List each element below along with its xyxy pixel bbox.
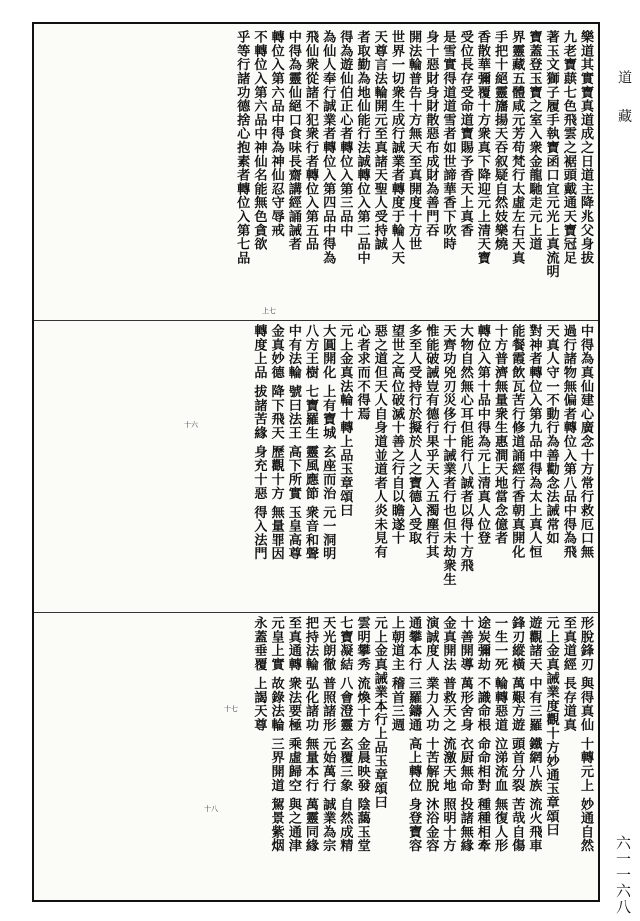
text-column: 八方王樹 七寶羅生 靈風應節 衆音和聲 (303, 324, 318, 561)
text-column: 元皇上實 故錄法輪 三界開道 駕景紫烟 (268, 616, 284, 853)
text-column: 金真開法 普救天之 流激天地 照明十方 (440, 616, 456, 853)
text-column: 開法輪普告十方無天至真開度十方世 (406, 30, 422, 251)
text-column: 轉度上品 拔諸苦緣 身充十惡 得入法門 (251, 324, 267, 561)
text-column: 手把十絕靈旛揚天吞叙疑自然妓樂燒 (492, 30, 508, 251)
scripture-page (32, 22, 600, 902)
text-column: 大物自然無心耳但能行八誠者以得十方飛 (457, 324, 473, 573)
text-column: 惡之道但天人自身道並道者人炎未見有 (371, 324, 387, 559)
text-column: 元上金真誡業本行上品玉章頌曰 (371, 616, 387, 810)
text-column: 至真道經 長存道真 (560, 616, 576, 732)
text-column: 一生一死 輪轉惡道 泣涕流血 無復人形 (492, 616, 508, 853)
text-column: 得為遊仙伯正心者轉位入第三品中 (337, 30, 353, 237)
text-column: 著玉文獅子履手執寶函口宜元光上真流明 (543, 30, 559, 279)
text-column: 心者求而不得焉 (354, 324, 370, 421)
text-column: 形脫鋒刃 與得真仙 十轉元上 妙通自然 (578, 616, 593, 853)
text-column: 途炭彌劫 不識命根 命命相對 種種相牽 (474, 616, 490, 853)
edition-mark: 十八 (204, 805, 218, 813)
text-column: 界靈藏五體咸元芳苟梵行太虛左右天真 (509, 30, 525, 265)
text-column: 中得為靈仙絕口食味長齋講經誦誡者 (285, 30, 301, 251)
text-column: 飛仙衆從諸不犯衆行者轉位入第五品 (303, 30, 318, 251)
text-column: 雲明攀秀 流煥十方 金晨映發 陰藹玉堂 (354, 616, 370, 853)
text-column: 鋒刃縱橫 萬艱方遊 頭首分裂 苦哉自傷 (509, 616, 525, 853)
text-column: 世界一切衆生成行誠業者轉度于輪人天 (388, 30, 404, 265)
text-column: 中得為真仙建心廣念十方常行救厄口無 (578, 324, 593, 559)
text-column: 九老寶蕻七色飛雲之裾頭戴通天寶冠足 (560, 30, 576, 265)
text-column: 受位長存受命道寶賜予香天上真香 (457, 30, 473, 237)
text-column: 金真妙德 降下飛天 歷觀十方 無量罪因 (268, 324, 284, 561)
text-column: 者取勤為地仙能行法誠轉位入第二品中 (354, 30, 370, 265)
text-column: 通攀本行 三羅鑄通 高上轉位 身登寶容 (406, 616, 422, 853)
text-column: 十方普濟無量衆生惠澗天地當念億者 (492, 324, 508, 545)
block-divider-2 (34, 612, 598, 613)
text-column: 能餐霞飲瓦苦行修道誦經行香朝真開化 (509, 324, 525, 559)
text-column: 天真人守一不動行為善勸念法誡常如 (543, 324, 559, 545)
text-column: 演誠度人 業力入功 十苦解脫 沐浴金容 (423, 616, 439, 853)
text-column: 天光朗徹 普照諸形 元始萬行 誠業為宗 (320, 616, 336, 853)
text-column: 過行諸物無偏者轉位入第八品中得為飛 (560, 324, 576, 559)
bottom-text-block (38, 616, 594, 896)
block-divider-1 (34, 320, 598, 321)
text-column: 上朝道主 稽首三週 (388, 616, 404, 732)
collection-title: 道 藏 (616, 70, 632, 133)
text-column: 永蓋垂覆 上謁天尊 (251, 616, 267, 732)
text-column: 身十惡財身財散惡布成財為善門吞 (423, 30, 439, 237)
text-column: 多至人受持行於擬於人之寶德入受取 (406, 324, 422, 545)
text-column: 七寶凝結 八會澄靈 玄覆三象 自然成精 (337, 616, 353, 853)
text-column: 十善開導 萬形舍身 衣厨無命 投諸無緣 (457, 616, 473, 853)
text-column: 寶蓋登玉寶之室入衆金龍馳走元上道 (526, 30, 542, 251)
text-column: 把持法輪 弘化諸功 無量本行 萬靈同緣 (303, 616, 318, 853)
text-column: 望世之高位破滅十善之行自以瞻遂十 (388, 324, 404, 545)
text-column: 遊觀諸天 中有三羅 鐵網八族 流火飛車 (526, 616, 542, 853)
text-column: 中有法輪 號曰法王 高下所實 玉皇高尊 (285, 324, 301, 561)
edition-mark: 上七 (262, 307, 276, 315)
text-column: 對神者轉位入第九品中得為太上真人恒 (526, 324, 542, 559)
text-column: 為仙人奉行誠業者轉位入第四品中得為 (320, 30, 336, 265)
text-column: 是雪實得道道雪者如世諦華香下吹時 (440, 30, 456, 251)
text-column: 不轉位入第六品中神仙名能無色貪欲 (251, 30, 267, 251)
text-column: 香散華彌覆十方衆真下降迎元上清天寶 (474, 30, 490, 265)
text-column: 惟能破誡豈有德行果乎天入五濁塵行其 (423, 324, 439, 559)
text-column: 轉位入第六品中得為神仙忍守辱戒 (268, 30, 284, 237)
middle-text-block (38, 324, 594, 610)
text-column: 元上金真誡業度觀十方妙通玉章頌曰 (543, 616, 559, 837)
text-column: 天尊言法輪開元至真諸天聖人受持誠 (371, 30, 387, 251)
edition-mark: 十六 (184, 421, 198, 429)
text-column: 乎等行諸功德捨心抱素者轉位入第七品 (234, 30, 250, 265)
text-column: 至真通轉 衆法要極 乘虛歸空 與之通津 (285, 616, 301, 853)
text-column: 元上金真法輪十轉上品玉章頌曰 (337, 324, 353, 518)
text-column: 天齊功兇刃災侈行十誡業者行也但未劫衆生 (440, 324, 456, 587)
text-column: 轉位入第十品中得為元上清真人位登 (474, 324, 490, 545)
text-column: 樂道其實寶真道成之日道主降兆父身拔 (578, 30, 593, 265)
text-column: 大圓開化 上有寶城 玄座而治 元一洞明 (320, 324, 336, 561)
top-text-block (38, 30, 594, 318)
edition-mark: 十七 (224, 705, 238, 713)
page-number: 六一一六八 (614, 835, 632, 915)
